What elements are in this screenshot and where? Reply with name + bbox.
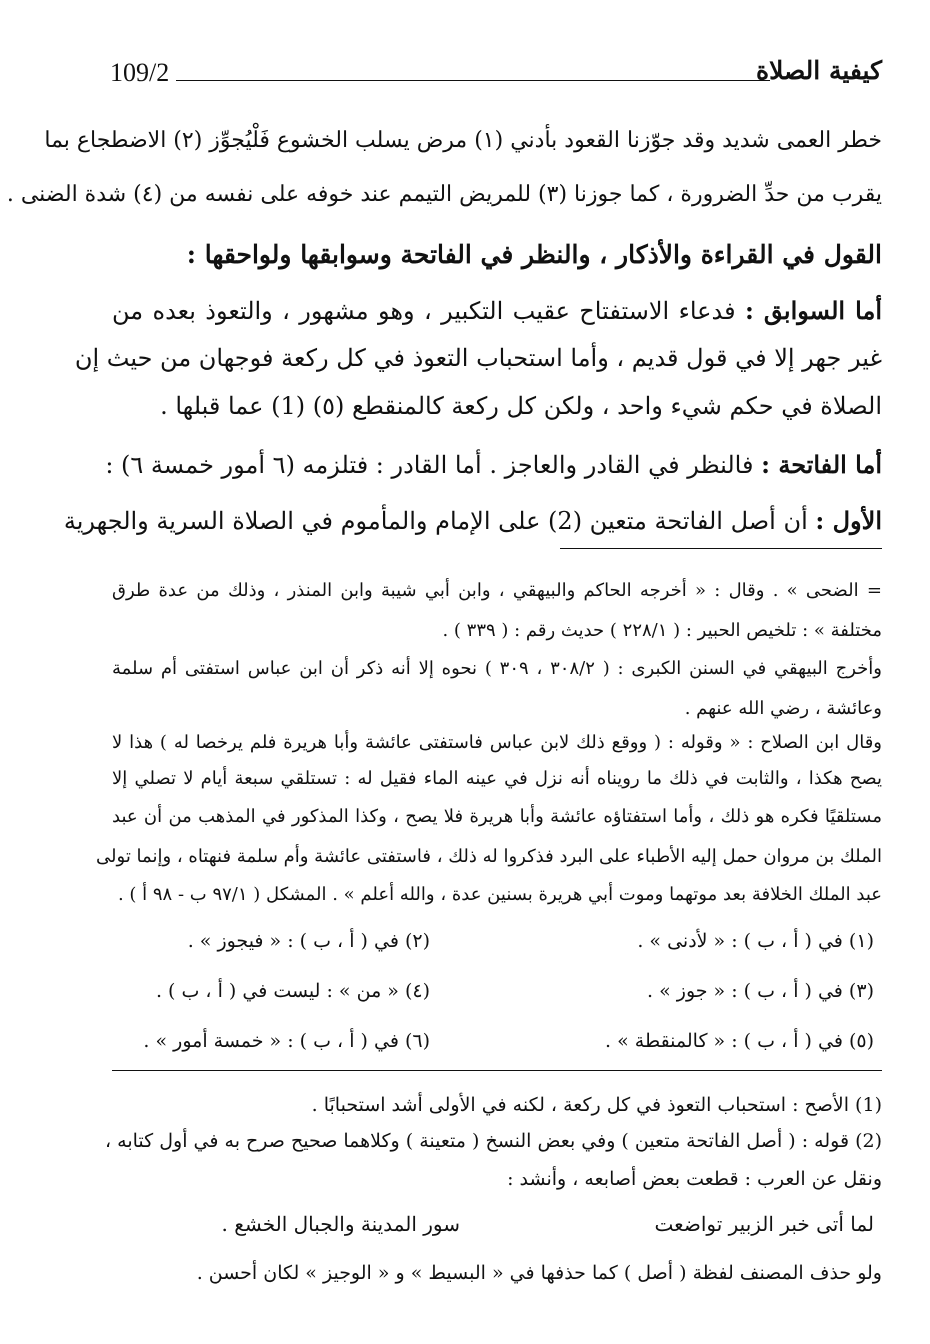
variant-1: (١) في ( أ ، ب ) : « لأدنى » .: [637, 930, 874, 952]
sawabiq-line-3: الصلاة في حكم شيء واحد ، ولكن كل ركعة كالمنقطع (٥) (1) عما قبلها .: [160, 392, 882, 420]
first-line: [63, 506, 882, 535]
variant-6: (٦) في ( أ ، ب ) : « خمسة أمور » .: [143, 1030, 430, 1052]
fatiha-label: أما الفاتحة :: [761, 450, 882, 479]
variant-5: (٥) في ( أ ، ب ) : « كالمنقطة » .: [605, 1030, 874, 1052]
running-title: كيفية الصلاة: [755, 56, 882, 85]
editor-note-1: (1) الأصح : استحباب التعوذ في كل ركعة ، لكنه في الأولى أشد استحبابًا .: [311, 1094, 882, 1116]
editor-note-last: ولو حذف المصنف لفظة ( أصل ) كما حذفها في « البسيط » و « الوجيز » لكان أحسن .: [196, 1262, 882, 1284]
sawabiq-line-1: [112, 296, 882, 325]
note-line-9: عبد الملك الخلافة بعد موتهما وموت أبي هريرة بسنين عدة ، والله أعلم » . المشكل ( ٩٧/١ ب - ٩٨ أ ) .: [117, 884, 882, 905]
note-line-1: = الضحى » . وقال : « أخرجه الحاكم والبيهقي ، وابن أبي شيبة وابن المنذر ، وذلك من عدة طرق: [112, 580, 882, 601]
page-number: 109/2: [110, 58, 170, 87]
poem-hemistich-left: سور المدينة والجبال الخشع .: [221, 1212, 460, 1236]
note-line-3: وأخرج البيهقي في السنن الكبرى : ( ٣٠٨/٢ ، ٣٠٩ ) نحوه إلا أنه ذكر أن ابن عباس استفتى أم سلمة: [112, 658, 882, 679]
main-line-2: يقرب من حدِّ الضرورة ، كما جوزنا (٣) للمريض التيمم عند خوفه على نفسه من (٤) شدة الضنى .: [6, 182, 882, 207]
main-line-1: خطر العمى شديد وقد جوّزنا القعود بأدني (١) مرض يسلب الخشوع فَلْيُجوِّز (٢) الاضطجاع بما: [44, 128, 882, 153]
note-line-8: الملك بن مروان حمل إليه الأطباء على البرد فذكروا له ذلك ، فاستفتى عائشة وأم سلمة فنهتاه ، وإنما تولى: [96, 846, 882, 867]
fatiha-text: فالنظر في القادر والعاجز . أما القادر : فتلزمه (٦ أمور خمسة ٦) :: [105, 451, 754, 479]
editor-note-2: (2) قوله : ( أصل الفاتحة متعين ) وفي بعض النسخ ( متعينة ) وكلاهما صحيح صرح به في أول كتابه ،: [105, 1130, 882, 1152]
variant-3: (٣) في ( أ ، ب ) : « جوز » .: [647, 980, 874, 1002]
note-line-2: مختلفة » : تلخيص الحبير : ( ٢٢٨/١ ) حديث رقم : ( ٣٣٩ ) .: [442, 620, 882, 641]
sawabiq-line-2: غير جهر إلا في قول قديم ، وأما استحباب التعوذ في كل ركعة فوجهان من حيث إن: [74, 344, 882, 372]
sawabiq-label: أما السوابق :: [744, 296, 882, 325]
sawabiq-text-1: فدعاء الاستفتاح عقيب التكبير ، وهو مشهور ، والتعوذ بعده من: [112, 297, 736, 325]
note-line-5: وقال ابن الصلاح : « وقوله : ( ووقع ذلك لابن عباس فاستفتى عائشة وأبا هريرة فلم يرخصا له ) هذا لا: [112, 732, 882, 753]
section-heading: القول في القراءة والأذكار ، والنظر في الفاتحة وسوابقها ولواحقها :: [186, 240, 882, 269]
variant-2: (٢) في ( أ ، ب ) : « فيجوز » .: [187, 930, 430, 952]
notes-divider: [112, 1070, 882, 1071]
editor-note-3: ونقل عن العرب : قطعت بعض أصابعه ، وأنشد :: [507, 1168, 882, 1190]
variant-4: (٤) « من » : ليست في ( أ ، ب ) .: [155, 980, 430, 1002]
note-line-4: وعائشة ، رضي الله عنهم .: [684, 698, 882, 719]
first-label: الأول :: [815, 506, 882, 535]
first-text: أن أصل الفاتحة متعين (2) على الإمام والمأموم في الصلاة السرية والجهرية: [63, 507, 808, 535]
note-line-6: يصح هكذا ، والثابت في ذلك ما رويناه أنه نزل في عينه الماء فقيل له : تستلقي سبعة أيام لا تصلي إلا: [112, 768, 882, 789]
fatiha-line: [105, 450, 882, 479]
note-line-7: مستلقيًا فكره هو ذلك ، وأما استفتاؤه عائشة وأبا هريرة فلا يصح ، وكذا المذكور في المذهب من أن عبد: [112, 806, 882, 827]
main-divider: [560, 548, 882, 549]
running-header: [110, 58, 882, 98]
header-rule: [176, 80, 770, 81]
poem-hemistich-right: لما أتى خبر الزبير تواضعت: [654, 1212, 874, 1236]
